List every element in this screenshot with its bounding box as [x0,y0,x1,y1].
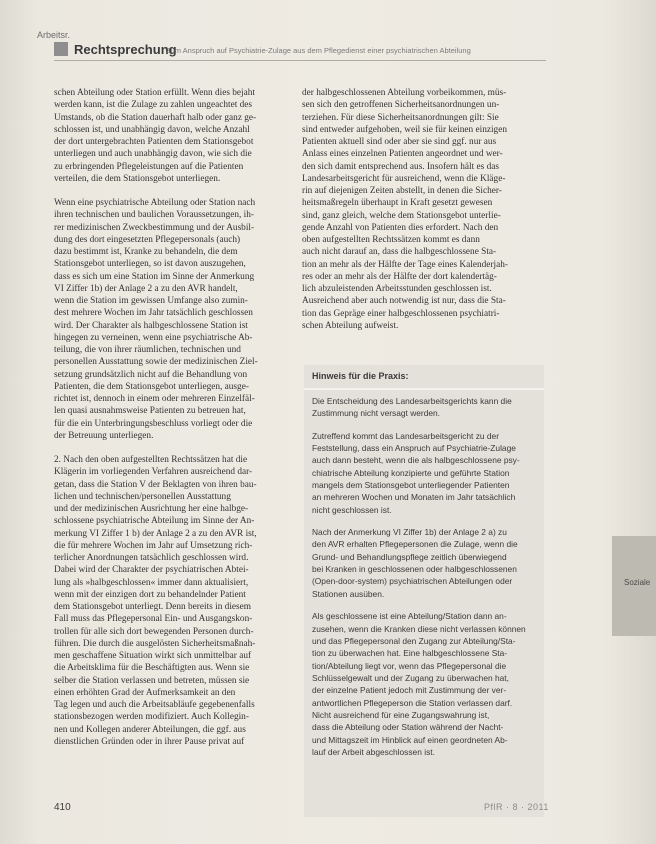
practice-note-title: Hinweis für die Praxis: [312,371,409,381]
text-line: Ausreichend aber auch notwendig ist nur, dass die Sta- [302,296,506,307]
paragraph [302,87,542,332]
text-line: den sich damit entsprechend aus. Insofern hält es das [302,161,499,172]
text-line: Grund- und Behandlungspflege zeitlich überwiegend [312,551,507,562]
text-line: heitsmaßregeln überhaupt in Kraft gesetzt gewesen [302,198,493,209]
text-line: Patienten aktuell sind oder aber sie sind ggf. nur aus [302,137,497,147]
text-line: nen und Kollegen anderer Abteilungen, die ggf. aus [54,724,246,735]
page-title: Rechtsprechung [74,42,177,57]
text-line: den AVR erhalten Pflegepersonen die Zulage, wenn die [312,539,518,550]
text-line: an mehreren Wochen und Monaten im Jahr tatsächlich [312,492,516,503]
paragraph [54,454,280,748]
text-line: wenn mit der einzigen dort zu behandelnder Patient [54,589,246,600]
text-line: und Mittagszeit im Hinblick auf einen geordneten Ab- [312,734,508,745]
practice-note-divider [304,388,544,390]
text-line: zu erbringenden Pflegeleistungen auf die Patienten [54,161,244,172]
text-line: die Arbeitsklima für die Beschäftigten aus. Wenn sie [54,663,250,674]
text-line: schen Abteilung oder Station erfüllt. Wenn dies bejaht [54,88,255,98]
header-divider [54,60,546,61]
text-line: lichen und technischen/personellen Ausstattung [54,491,231,502]
text-line: verteilen, die dem Stationsgebot unterliegen. [54,173,221,184]
text-line: Feststellung, dass ein Anspruch auf Psychiatrie-Zulage [312,443,516,454]
text-line: len quasi ausnahmsweise Patienten zu betreuen hat, [54,406,246,417]
text-line: Zustimmung nicht versagt werden. [312,408,441,419]
text-line: sind entweder aufgehoben, weil sie für keinen einzigen [302,124,507,135]
text-line: men geschaffene Situation wirkt sich unmittelbar auf [54,651,252,661]
text-line: Dabei wird der Charakter der psychiatrischen Abtei- [54,565,249,576]
text-line: tion an mehr als der Hälfte der Tage eines Kalenderjah- [302,259,508,270]
text-line: Landesarbeitsgericht für ausreichend, wenn die Kläge- [302,173,506,184]
text-line: tion/Abteilung liegt vor, wenn das Pflegepersonal die [312,660,507,671]
text-line: wenn die Station im gewissen Umfange also zumin- [54,296,248,306]
text-line: personellen Ausstattung sowie der medizinischen Ziel- [54,357,258,368]
text-line: terziehen. Für diese Sicherheitsanordnungen gilt: Sie [302,112,499,123]
text-line: schlossen ist, und unabhängig davon, welche Anzahl [54,124,250,135]
text-line: terlicher Anordnungen tatsächlich geschlossen wird. [54,553,249,563]
text-line: für die ein Unterbringungsbeschluss vorliegt oder die [54,418,253,429]
text-line: werden kann, ist die Zulage zu zahlen ungeachtet des [54,100,252,111]
text-line: und das Pflegepersonal den Zugang zur Abteilung/Sta- [312,635,516,646]
page-subtitle: Zum Anspruch auf Psychiatrie-Zulage aus dem Pflegedienst einer psychiatrischen Abteilung [166,46,471,55]
paragraph [312,610,526,758]
text-line: auch nicht darauf an, dass die halbgeschlossene Sta- [302,247,497,258]
paragraph [54,197,280,442]
text-line: nicht geschlossen ist. [312,504,392,515]
text-line: einen erhöhten Grad der Aufmerksamkeit an den [54,687,236,698]
text-line: der einzelne Patient jedoch mit Zustimmung der ver- [312,685,507,696]
paragraph [312,526,526,600]
text-line: zusehen, wenn die Kranken diese nicht verlassen können [312,623,526,634]
text-line: Wenn eine psychiatrische Abteilung oder Station nach [54,198,256,208]
text-line: Umstands, ob die Station dauerhaft halb oder ganz ge- [54,112,257,123]
text-line: Nach der Anmerkung VI Ziffer 1b) der Anlage 2 a) zu [312,527,507,538]
practice-note-body [312,395,526,768]
paragraph [312,430,526,516]
text-line: und der medizinischen Ausrichtung her eine halbge- [54,504,249,514]
text-line: führen. Die durch die ausgelösten Sicherheitsmaßnah- [54,638,256,649]
text-line: die für mehrere Wochen im Jahr auf Umsetzung rich- [54,540,253,551]
text-line: dass die Abteilung oder Station während der Nacht- [312,722,504,733]
text-line: Stationen ausüben. [312,588,385,599]
text-line: dass es sich um eine Station im Sinne der Anmerkung [54,271,255,282]
text-line: setzung grundsätzlich nicht auf die Behandlung von [54,369,248,380]
section-side-tab [612,536,656,636]
text-line: wird. Der Charakter als halbgeschlossene Station ist [54,320,248,331]
text-line: Als geschlossene ist eine Abteilung/Station dann an- [312,611,507,622]
text-line: tion das Gepräge einer halbgeschlossenen psychiatri- [302,308,500,319]
text-line: Die Entscheidung des Landesarbeitsgerichts kann die [312,396,512,406]
text-line: gende Anzahl von Patienten dies erfordert. Nach den [302,222,499,233]
text-line: der halbgeschlossenen Abteilung vorbeikommen, müs- [302,88,507,98]
text-line: chiatrische Abteilung konzipierte und geführte Station [312,467,510,478]
text-line: schen Abteilung aufweist. [302,320,399,331]
text-line: res oder an mehr als der Hälfte der dort kalendertäg- [302,271,497,282]
text-line: teilung, die von ihrer räumlichen, technischen und [54,345,241,355]
text-line: sen sich den getroffenen Sicherheitsanordnungen un- [302,100,500,111]
text-line: Patienten, die dem Stationsgebot unterliegen, ausge- [54,381,249,392]
practice-note-box [304,365,544,817]
text-line: getan, dass die Station V der Beklagten von ihren bau- [54,479,257,490]
text-line: richtet ist, dennoch in einem oder mehreren Einzelfäl- [54,394,255,404]
text-line: selber die Station verlassen und betreten, müssen sie [54,675,250,686]
page-number: 410 [54,802,71,813]
text-line: Zutreffend kommt das Landesarbeitsgericht zu der [312,430,499,441]
paragraph [312,395,526,420]
text-line: hingegen zu verneinen, wenn eine psychiatrische Ab- [54,332,253,343]
text-line: (Open-door-system) psychiatrischen Abteilungen oder [312,576,513,587]
text-line: mangels dem Stationsgebot unterliegender Patienten [312,480,510,491]
text-line: Nicht ausreichend für eine Zugangswahrung ist, [312,709,490,720]
text-line: der Betreuung unterliegen. [54,430,154,441]
text-line: stationsbezogen werden modifiziert. Auch Kollegin- [54,712,249,723]
text-line: Klägerin im vorliegenden Verfahren ausreichend dar- [54,467,253,478]
text-line: VI Ziffer 1b) der Anlage 2 a zu den AVR handelt, [54,283,238,294]
text-line: ihren technischen und baulichen Voraussetzungen, ih- [54,210,255,221]
text-line: Tag legen und auch die Arbeitsabläufe gegebenenfalls [54,700,255,710]
text-line: dem Stationsgebot unterliegt. Denn bereits in diesem [54,602,252,612]
section-kicker: Arbeitsr. [37,30,71,40]
side-tab-label: Soziale [624,578,651,587]
left-text-column [54,87,280,760]
text-line: rin auf diejenigen Zeiten abstellt, in denen die Sicher- [302,186,502,196]
text-line: dienstlichen Gründen oder in ihrer Pause privat auf [54,736,245,747]
text-line: lung als »halbgeschlossen« immer dann aktualisiert, [54,577,249,588]
text-line: 2. Nach den oben aufgestellten Rechtssätzen hat die [54,455,248,465]
text-line: lauf der Arbeit abgeschlossen ist. [312,746,435,757]
text-line: tion zu überwachen hat. Eine halbgeschlossene Sta- [312,648,508,659]
paragraph [54,87,280,185]
section-marker-icon [54,42,68,56]
text-line: trollen für alle sich dort bewegenden Personen durch- [54,626,254,637]
issue-label: PflR · 8 · 2011 [484,802,549,812]
text-line: dest mehrere Wochen im Jahr tatsächlich geschlossen [54,308,253,319]
text-line: dazu bestimmt ist, Kranke zu behandeln, die dem [54,247,238,257]
text-line: merkung VI Ziffer 1 b) der Anlage 2 a zu den AVR ist, [54,528,257,539]
text-line: Anlass eines einzelnen Patienten angeordnet und wer- [302,149,503,160]
text-line: schlossene psychiatrische Abteilung im Sinne der An- [54,516,255,527]
right-text-column [302,87,542,344]
text-line: auch dann besteht, wenn die als halbgeschlossene psy- [312,455,520,466]
text-line: der dort untergebrachten Patienten dem Stationsgebot [54,137,254,147]
text-line: antwortlichen Pflegeperson die Station verlassen darf. [312,697,513,708]
text-line: Stationsgebot unterliegen, so ist davon auszugehen, [54,259,246,270]
text-line: oben aufgestellten Rechtssätzen kommt es dann [302,235,480,245]
text-line: bei Kranken in geschlossenen oder halbgeschlossenen [312,564,517,575]
text-line: lich abzuleistenden Arbeitsstunden geschlossen ist. [302,284,492,294]
text-line: unterliegen und auch unabhängig davon, wie sich die [54,149,252,160]
text-line: Fall muss das Pflegepersonal Ein- und Ausgangskon- [54,614,253,625]
text-line: sind, ganz gleich, welche dem Stationsgebot unterlie- [302,210,501,221]
text-line: Schlüsselgewalt und der Zugang zu überwachen hat, [312,672,509,683]
text-line: rer medizinischen Zweckbestimmung und der Ausbil- [54,222,255,233]
text-line: dung des dort eingesetzten Pflegepersonals (auch) [54,234,241,245]
